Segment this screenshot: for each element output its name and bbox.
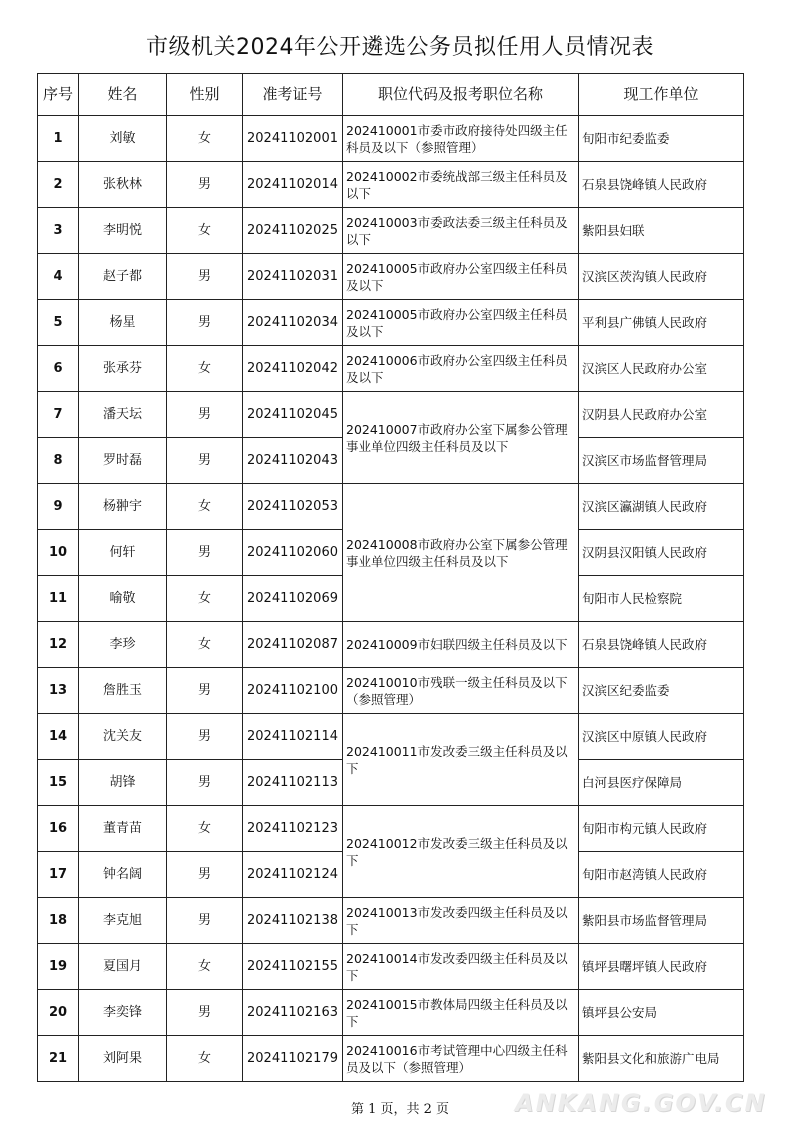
cell-unit: 镇坪县公安局 — [579, 990, 744, 1036]
cell-position: 202410007市政府办公室下属参公管理事业单位四级主任科员及以下 — [343, 392, 579, 484]
cell-unit: 汉滨区市场监督管理局 — [579, 438, 744, 484]
cell-ticket: 20241102053 — [243, 484, 343, 530]
cell-seq: 18 — [38, 898, 79, 944]
cell-seq: 16 — [38, 806, 79, 852]
cell-unit: 汉滨区人民政府办公室 — [579, 346, 744, 392]
cell-ticket: 20241102042 — [243, 346, 343, 392]
cell-name: 罗时磊 — [79, 438, 167, 484]
cell-position: 202410012市发改委三级主任科员及以下 — [343, 806, 579, 898]
table-row — [38, 162, 744, 208]
header-name: 姓名 — [79, 74, 167, 116]
cell-position: 202410005市政府办公室四级主任科员及以下 — [343, 300, 579, 346]
cell-unit: 汉滨区纪委监委 — [579, 668, 744, 714]
cell-gender: 男 — [167, 254, 243, 300]
table-row — [38, 668, 744, 714]
cell-unit: 旬阳市构元镇人民政府 — [579, 806, 744, 852]
cell-ticket: 20241102087 — [243, 622, 343, 668]
cell-name: 赵子都 — [79, 254, 167, 300]
cell-gender: 男 — [167, 852, 243, 898]
cell-ticket: 20241102060 — [243, 530, 343, 576]
cell-seq: 17 — [38, 852, 79, 898]
cell-seq: 4 — [38, 254, 79, 300]
cell-position: 202410006市政府办公室四级主任科员及以下 — [343, 346, 579, 392]
table-row — [38, 346, 744, 392]
page-title: 市级机关2024年公开遴选公务员拟任用人员情况表 — [146, 35, 654, 60]
cell-name: 夏国月 — [79, 944, 167, 990]
cell-gender: 女 — [167, 346, 243, 392]
cell-name: 杨星 — [79, 300, 167, 346]
table-row — [38, 714, 744, 760]
table-row — [38, 116, 744, 162]
cell-gender: 女 — [167, 806, 243, 852]
cell-position: 202410014市发改委四级主任科员及以下 — [343, 944, 579, 990]
cell-gender: 女 — [167, 1036, 243, 1082]
cell-name: 李奕锋 — [79, 990, 167, 1036]
header-unit: 现工作单位 — [579, 74, 744, 116]
cell-seq: 12 — [38, 622, 79, 668]
cell-seq: 9 — [38, 484, 79, 530]
cell-name: 李明悦 — [79, 208, 167, 254]
cell-gender: 男 — [167, 668, 243, 714]
header-position: 职位代码及报考职位名称 — [343, 74, 579, 116]
cell-seq: 21 — [38, 1036, 79, 1082]
cell-unit: 旬阳市纪委监委 — [579, 116, 744, 162]
cell-seq: 13 — [38, 668, 79, 714]
cell-unit: 汉滨区瀛湖镇人民政府 — [579, 484, 744, 530]
table-row — [38, 944, 744, 990]
table-header-row — [38, 74, 744, 116]
cell-seq: 11 — [38, 576, 79, 622]
cell-seq: 3 — [38, 208, 79, 254]
cell-ticket: 20241102155 — [243, 944, 343, 990]
cell-unit: 紫阳县妇联 — [579, 208, 744, 254]
cell-ticket: 20241102138 — [243, 898, 343, 944]
cell-ticket: 20241102114 — [243, 714, 343, 760]
cell-gender: 男 — [167, 438, 243, 484]
cell-ticket: 20241102001 — [243, 116, 343, 162]
cell-unit: 汉阴县汉阳镇人民政府 — [579, 530, 744, 576]
cell-ticket: 20241102034 — [243, 300, 343, 346]
cell-position: 202410010市残联一级主任科员及以下（参照管理） — [343, 668, 579, 714]
cell-ticket: 20241102014 — [243, 162, 343, 208]
cell-position: 202410011市发改委三级主任科员及以下 — [343, 714, 579, 806]
cell-gender: 男 — [167, 990, 243, 1036]
cell-position: 202410015市教体局四级主任科员及以下 — [343, 990, 579, 1036]
cell-unit: 汉滨区中原镇人民政府 — [579, 714, 744, 760]
cell-name: 潘天坛 — [79, 392, 167, 438]
table-row — [38, 622, 744, 668]
cell-ticket: 20241102045 — [243, 392, 343, 438]
cell-gender: 女 — [167, 622, 243, 668]
table-row — [38, 484, 744, 530]
cell-unit: 石泉县饶峰镇人民政府 — [579, 162, 744, 208]
cell-unit: 紫阳县文化和旅游广电局 — [579, 1036, 744, 1082]
cell-name: 詹胜玉 — [79, 668, 167, 714]
cell-gender: 男 — [167, 530, 243, 576]
cell-seq: 14 — [38, 714, 79, 760]
cell-gender: 男 — [167, 898, 243, 944]
cell-position: 202410001市委市政府接待处四级主任科员及以下（参照管理） — [343, 116, 579, 162]
header-ticket: 准考证号 — [243, 74, 343, 116]
cell-ticket: 20241102124 — [243, 852, 343, 898]
cell-gender: 男 — [167, 714, 243, 760]
cell-position: 202410013市发改委四级主任科员及以下 — [343, 898, 579, 944]
cell-name: 沈关友 — [79, 714, 167, 760]
cell-seq: 2 — [38, 162, 79, 208]
cell-unit: 旬阳市人民检察院 — [579, 576, 744, 622]
personnel-table — [37, 73, 744, 1082]
cell-unit: 紫阳县市场监督管理局 — [579, 898, 744, 944]
cell-unit: 石泉县饶峰镇人民政府 — [579, 622, 744, 668]
cell-unit: 平利县广佛镇人民政府 — [579, 300, 744, 346]
cell-gender: 女 — [167, 208, 243, 254]
cell-name: 胡锋 — [79, 760, 167, 806]
cell-name: 刘敏 — [79, 116, 167, 162]
table-row — [38, 300, 744, 346]
cell-ticket: 20241102031 — [243, 254, 343, 300]
cell-seq: 5 — [38, 300, 79, 346]
cell-name: 李珍 — [79, 622, 167, 668]
cell-seq: 7 — [38, 392, 79, 438]
cell-name: 何轩 — [79, 530, 167, 576]
cell-seq: 19 — [38, 944, 79, 990]
table-row — [38, 208, 744, 254]
cell-ticket: 20241102025 — [243, 208, 343, 254]
cell-ticket: 20241102163 — [243, 990, 343, 1036]
cell-ticket: 20241102043 — [243, 438, 343, 484]
cell-name: 钟名阔 — [79, 852, 167, 898]
cell-ticket: 20241102100 — [243, 668, 343, 714]
cell-unit: 汉滨区茨沟镇人民政府 — [579, 254, 744, 300]
cell-unit: 汉阴县人民政府办公室 — [579, 392, 744, 438]
page-footer: 第 1 页，共 2 页 — [350, 1102, 450, 1117]
table-row — [38, 1036, 744, 1082]
cell-seq: 20 — [38, 990, 79, 1036]
cell-gender: 男 — [167, 162, 243, 208]
cell-position: 202410003市委政法委三级主任科员及以下 — [343, 208, 579, 254]
cell-ticket: 20241102123 — [243, 806, 343, 852]
cell-gender: 男 — [167, 760, 243, 806]
cell-seq: 15 — [38, 760, 79, 806]
cell-unit: 旬阳市赵湾镇人民政府 — [579, 852, 744, 898]
cell-gender: 男 — [167, 392, 243, 438]
cell-unit: 镇坪县曙坪镇人民政府 — [579, 944, 744, 990]
cell-gender: 女 — [167, 944, 243, 990]
table-row — [38, 806, 744, 852]
header-seq: 序号 — [38, 74, 79, 116]
cell-unit: 白河县医疗保障局 — [579, 760, 744, 806]
cell-position: 202410009市妇联四级主任科员及以下 — [343, 622, 579, 668]
cell-ticket: 20241102179 — [243, 1036, 343, 1082]
cell-name: 董青苗 — [79, 806, 167, 852]
cell-name: 杨翀宇 — [79, 484, 167, 530]
cell-gender: 女 — [167, 116, 243, 162]
cell-seq: 6 — [38, 346, 79, 392]
cell-name: 张秋林 — [79, 162, 167, 208]
cell-name: 李克旭 — [79, 898, 167, 944]
table-row — [38, 990, 744, 1036]
table-row — [38, 392, 744, 438]
cell-ticket: 20241102113 — [243, 760, 343, 806]
cell-position: 202410002市委统战部三级主任科员及以下 — [343, 162, 579, 208]
cell-position: 202410016市考试管理中心四级主任科员及以下（参照管理） — [343, 1036, 579, 1082]
cell-seq: 8 — [38, 438, 79, 484]
cell-name: 张承芬 — [79, 346, 167, 392]
cell-position: 202410008市政府办公室下属参公管理事业单位四级主任科员及以下 — [343, 484, 579, 622]
header-gender: 性别 — [167, 74, 243, 116]
table-row — [38, 898, 744, 944]
cell-seq: 10 — [38, 530, 79, 576]
cell-gender: 女 — [167, 576, 243, 622]
cell-ticket: 20241102069 — [243, 576, 343, 622]
cell-seq: 1 — [38, 116, 79, 162]
cell-name: 刘阿果 — [79, 1036, 167, 1082]
cell-gender: 男 — [167, 300, 243, 346]
site-watermark: ANKANG.GOV.CN — [515, 1089, 767, 1117]
cell-gender: 女 — [167, 484, 243, 530]
table-row — [38, 254, 744, 300]
cell-position: 202410005市政府办公室四级主任科员及以下 — [343, 254, 579, 300]
cell-name: 喻敬 — [79, 576, 167, 622]
